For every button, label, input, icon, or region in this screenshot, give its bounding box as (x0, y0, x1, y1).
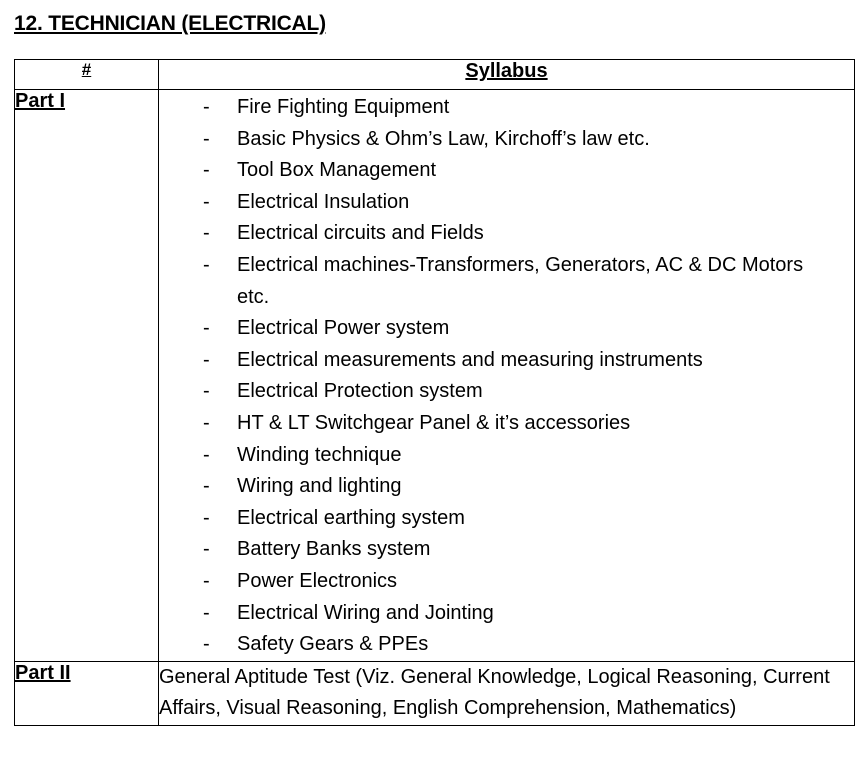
dash-bullet: - (203, 475, 210, 498)
dash-bullet: - (203, 190, 210, 213)
topic-text: Battery Banks system (237, 538, 431, 561)
list-item (203, 534, 834, 566)
list-item (203, 250, 834, 313)
syllabus-table (14, 59, 855, 726)
dash-bullet: - (203, 317, 210, 340)
list-item (203, 471, 834, 503)
list-item (203, 92, 834, 124)
part-1-syllabus-cell (159, 90, 855, 662)
list-item (203, 566, 834, 598)
topic-text: Winding technique (237, 443, 402, 466)
list-item (203, 440, 834, 472)
topic-text: Electrical earthing system (237, 506, 465, 529)
topic-text: Wiring and lighting (237, 475, 402, 498)
page-title: 12. TECHNICIAN (ELECTRICAL) (14, 12, 326, 35)
topic-text: Electrical measurements and measuring instruments (237, 348, 703, 371)
list-item (203, 313, 834, 345)
topic-text: Electrical machines-Transformers, Generators, AC & DC Motors etc. (237, 253, 804, 308)
part-2-label: Part II (15, 661, 159, 725)
table-row-part-2 (15, 661, 855, 725)
dash-bullet: - (203, 538, 210, 561)
dash-bullet: - (203, 569, 210, 592)
list-item (203, 503, 834, 535)
list-item (203, 187, 834, 219)
list-item (203, 155, 834, 187)
column-header-number: # (15, 60, 159, 90)
column-header-syllabus: Syllabus (159, 60, 855, 90)
topic-text: Electrical Protection system (237, 380, 483, 403)
topic-text: Power Electronics (237, 569, 398, 592)
topic-text: Basic Physics & Ohm’s Law, Kirchoff’s law etc. (237, 127, 650, 150)
list-item (203, 408, 834, 440)
list-item (203, 376, 834, 408)
dash-bullet: - (203, 253, 210, 276)
dash-bullet: - (203, 506, 210, 529)
topic-text: HT & LT Switchgear Panel & it’s accessories (237, 411, 631, 434)
dash-bullet: - (203, 159, 210, 182)
topic-text: Electrical Wiring and Jointing (237, 601, 494, 624)
dash-bullet: - (203, 633, 210, 656)
topic-text: Safety Gears & PPEs (237, 633, 429, 656)
list-item (203, 218, 834, 250)
topic-text: Fire Fighting Equipment (237, 96, 450, 118)
dash-bullet: - (203, 411, 210, 434)
topic-text: Electrical Power system (237, 317, 450, 340)
dash-bullet: - (203, 380, 210, 403)
dash-bullet: - (203, 222, 210, 245)
dash-bullet: - (203, 601, 210, 624)
topic-text: Tool Box Management (237, 159, 437, 182)
topic-text: Electrical Insulation (237, 190, 410, 213)
list-item (203, 598, 834, 630)
dash-bullet: - (203, 96, 210, 118)
list-item (203, 124, 834, 156)
list-item (203, 345, 834, 377)
table-header-row (15, 60, 855, 90)
topic-text: Electrical circuits and Fields (237, 222, 484, 245)
part-1-label: Part I (15, 90, 159, 662)
table-row-part-1 (15, 90, 855, 662)
dash-bullet: - (203, 348, 210, 371)
dash-bullet: - (203, 127, 210, 150)
dash-bullet: - (203, 443, 210, 466)
list-item (203, 629, 834, 661)
part-1-topic-list (159, 90, 854, 661)
part-2-syllabus-text: General Aptitude Test (Viz. General Knowledge, Logical Reasoning, Current Affairs, Visual Reasoning, English Comprehension, Mathematics) (159, 661, 855, 725)
